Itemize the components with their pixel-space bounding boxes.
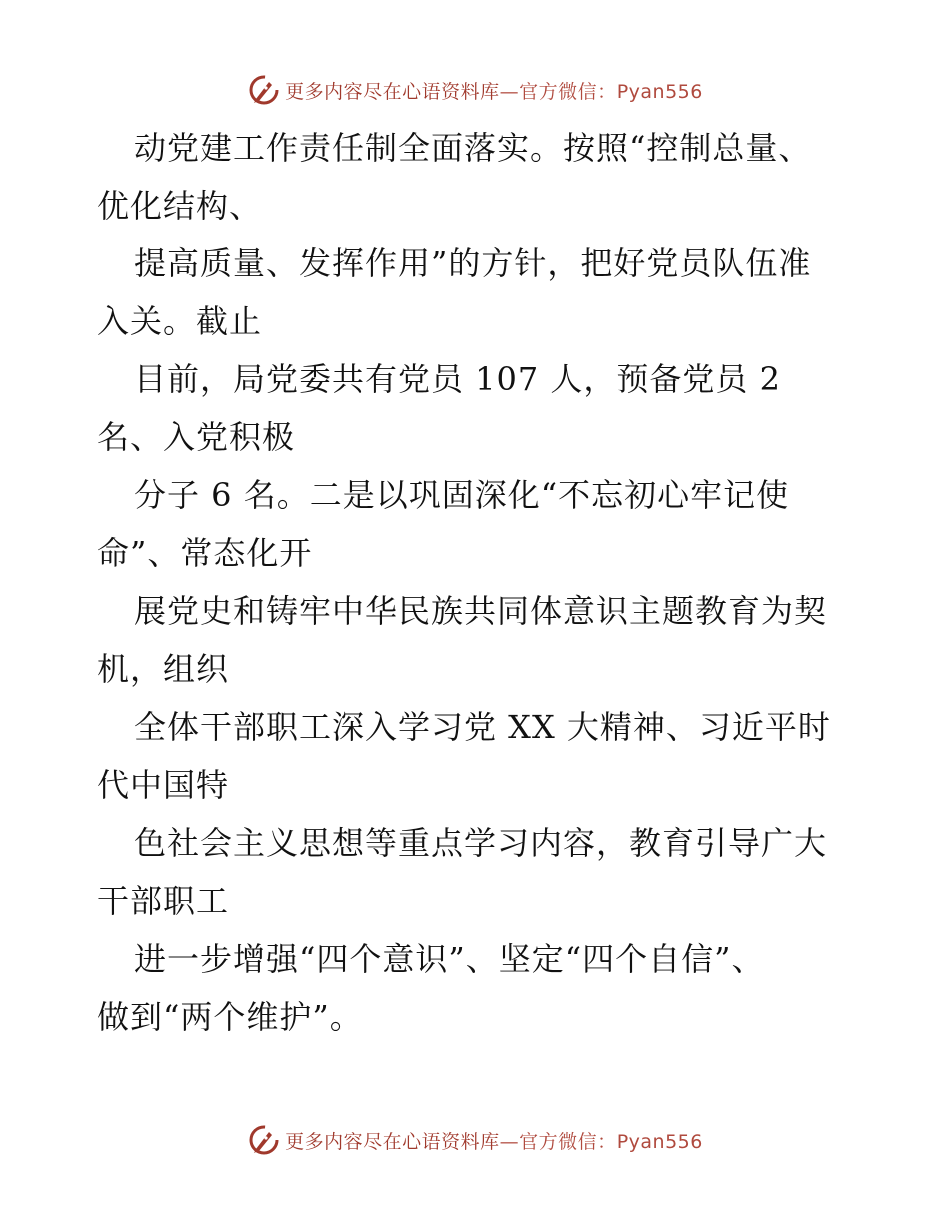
watermark-wechat-id: Pyan556 bbox=[616, 80, 703, 103]
watermark-wechat-label: 官方微信： bbox=[519, 1130, 617, 1153]
paragraph-line: 提高质量、发挥作用”的方针，把好党员队伍准 bbox=[134, 244, 812, 282]
footer-watermark-banner bbox=[0, 1120, 950, 1160]
paragraph-line: 色社会主义思想等重点学习内容，教育引导广大 bbox=[134, 824, 828, 862]
paragraph-line: 分子 6 名。二是以巩固深化“不忘初心牢记使 bbox=[134, 476, 790, 514]
paragraph-line: 目前，局党委共有党员 107 人，预备党员 2 bbox=[134, 360, 781, 398]
watermark-wechat-label: 官方微信： bbox=[519, 80, 617, 103]
paragraph-line: 做到“两个维护”。 bbox=[97, 998, 363, 1036]
paragraph-line: 优化结构、 bbox=[97, 187, 263, 225]
quill-pen-logo-icon bbox=[247, 1123, 281, 1157]
watermark-site-text: 更多内容尽在心语资料库 bbox=[285, 1130, 500, 1153]
paragraph-line: 干部职工 bbox=[97, 882, 230, 920]
watermark-text bbox=[285, 77, 703, 104]
header-watermark-banner bbox=[0, 70, 950, 110]
watermark-text bbox=[285, 1127, 703, 1154]
paragraph-line: 全体干部职工深入学习党 XX 大精神、习近平时 bbox=[134, 708, 831, 746]
paragraph-line: 命”、常态化开 bbox=[97, 534, 313, 572]
paragraph-line: 进一步增强“四个意识”、坚定“四个自信”、 bbox=[134, 940, 765, 978]
watermark-site-text: 更多内容尽在心语资料库 bbox=[285, 80, 500, 103]
watermark-wechat-id: Pyan556 bbox=[616, 1130, 703, 1153]
paragraph-line: 机，组织 bbox=[97, 650, 230, 688]
watermark-separator: — bbox=[499, 1130, 520, 1153]
paragraph-line: 展党史和铸牢中华民族共同体意识主题教育为契 bbox=[134, 592, 828, 630]
paragraph-line: 动党建工作责任制全面落实。按照“控制总量、 bbox=[134, 129, 812, 167]
quill-pen-logo-icon bbox=[247, 73, 281, 107]
watermark-separator: — bbox=[499, 80, 520, 103]
paragraph-line: 代中国特 bbox=[97, 766, 230, 804]
paragraph-line: 名、入党积极 bbox=[97, 418, 296, 456]
paragraph-line: 入关。截止 bbox=[97, 302, 263, 340]
